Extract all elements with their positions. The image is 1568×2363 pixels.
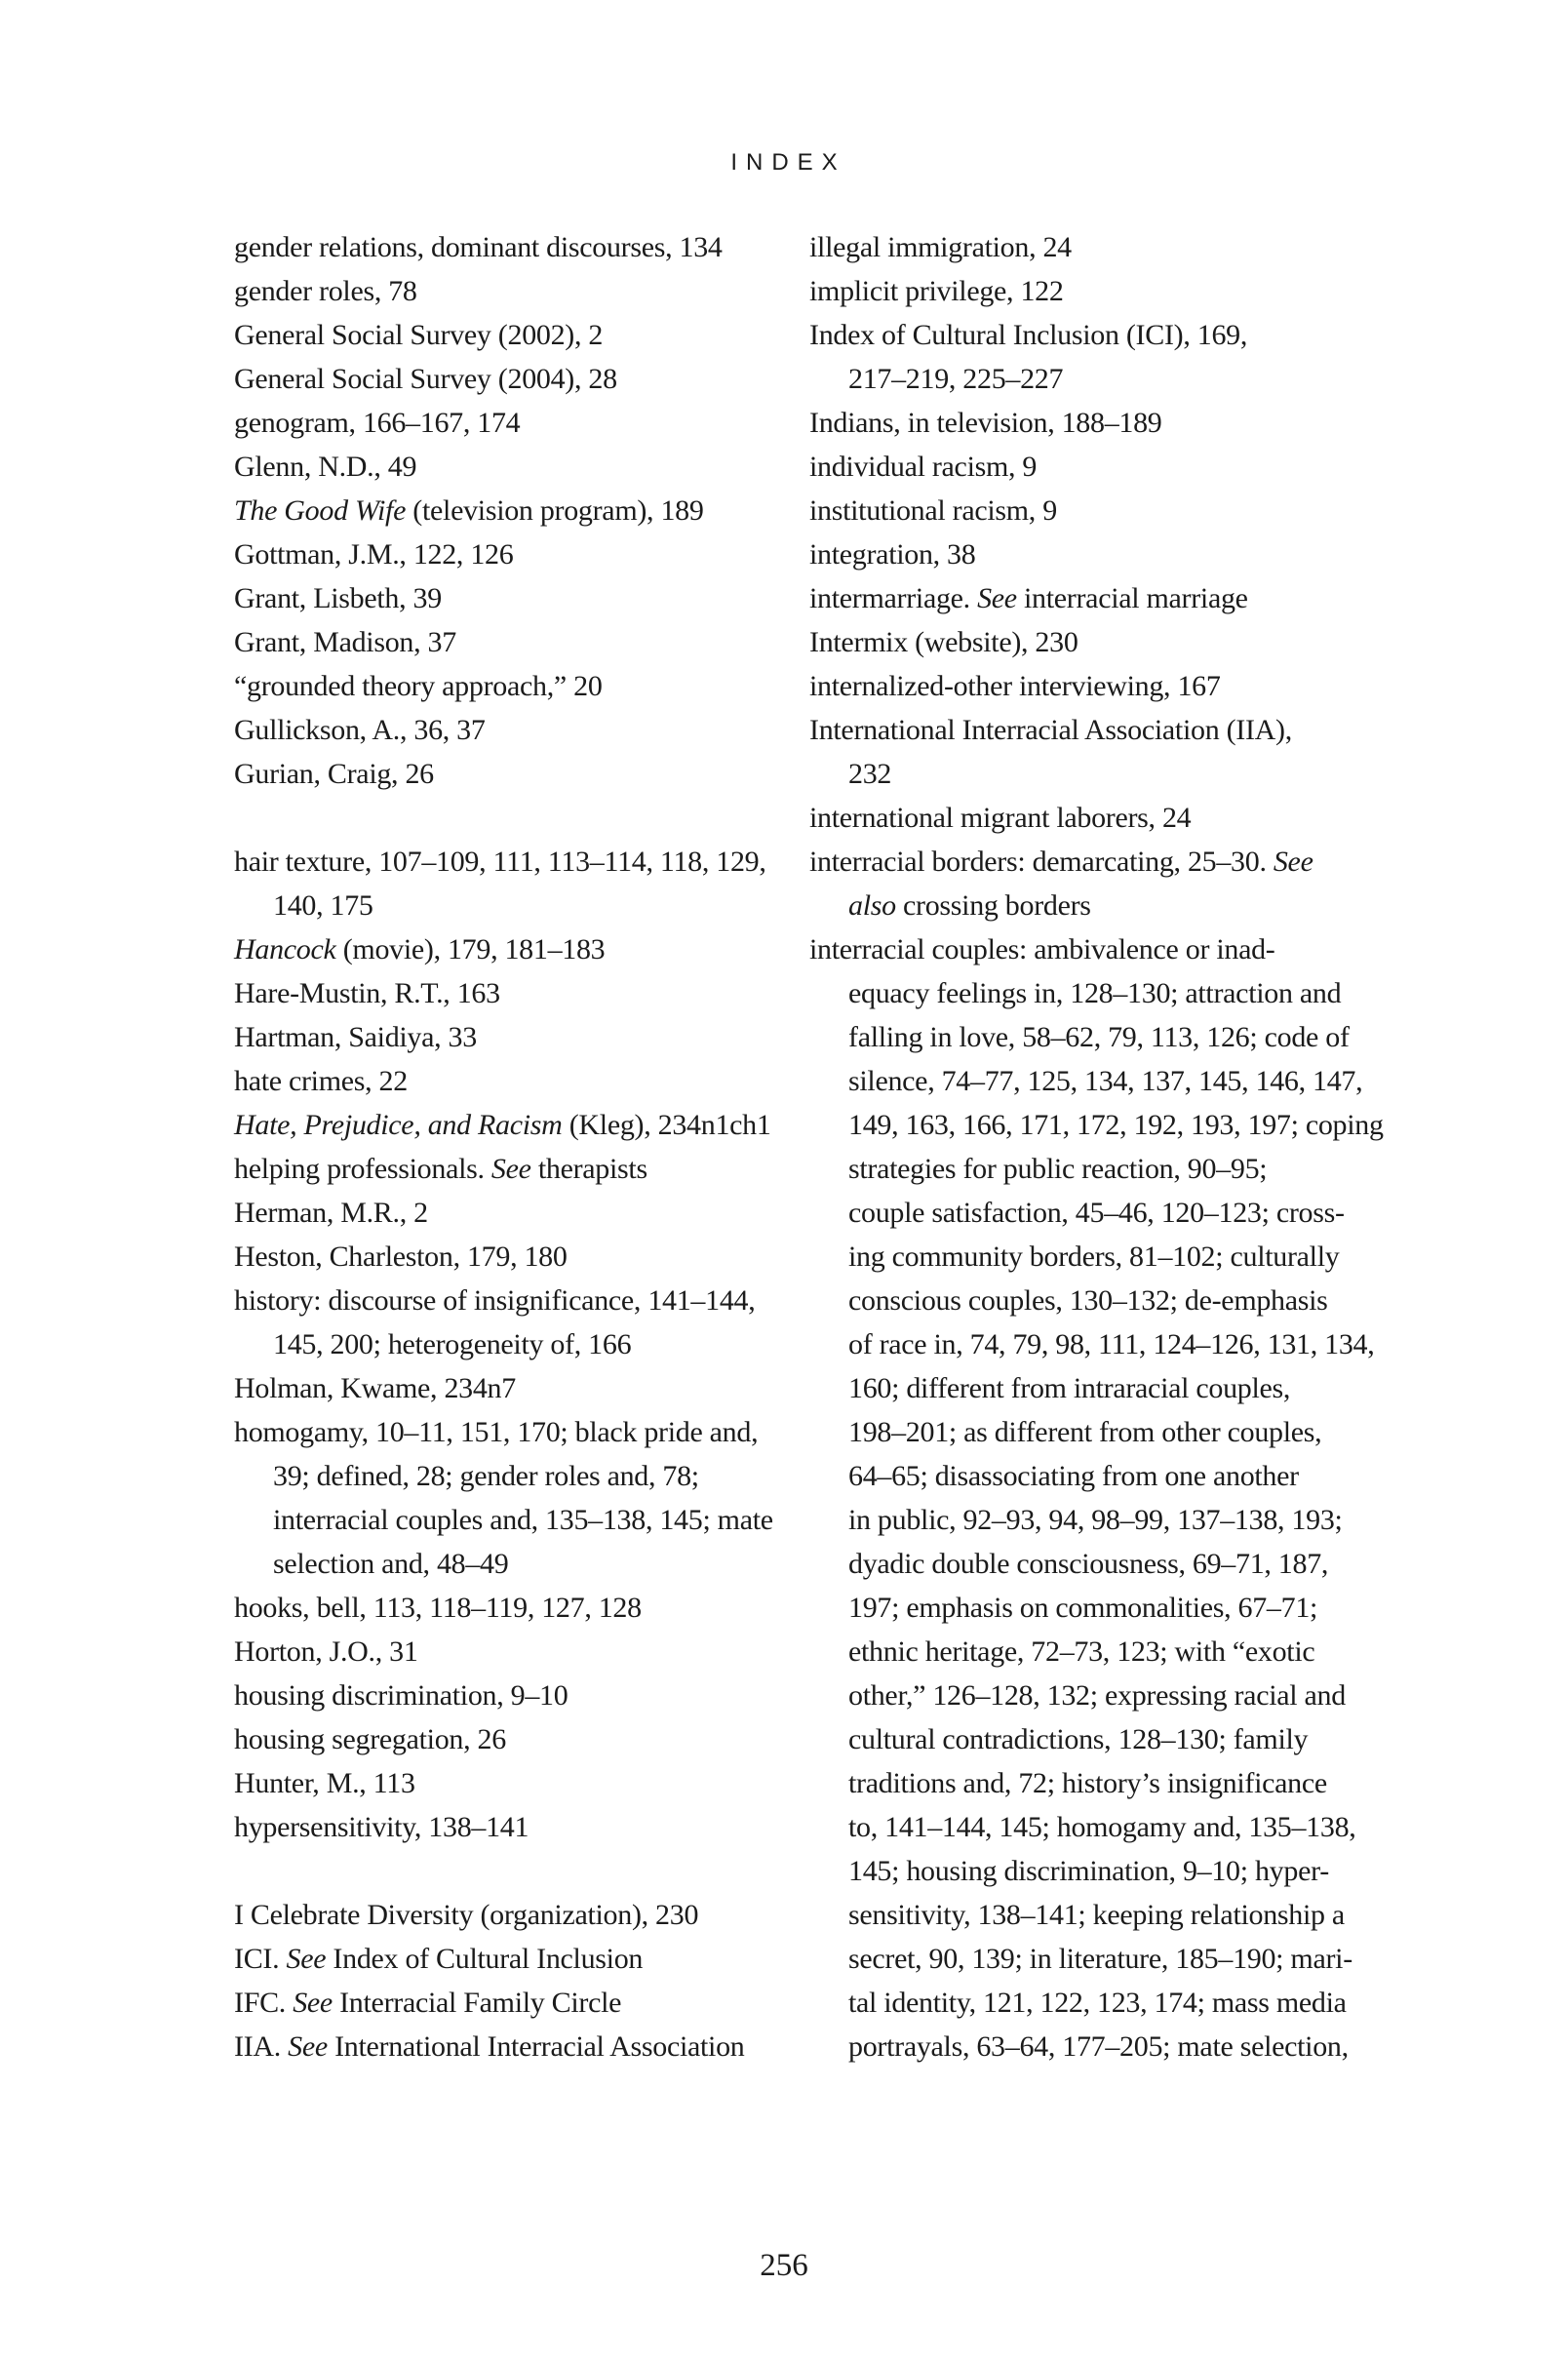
index-entry-line bbox=[234, 752, 795, 796]
entry-text: dyadic double consciousness, 69–71, 187, bbox=[848, 1548, 1329, 1580]
index-entry-line bbox=[809, 1498, 1370, 1542]
entry-text: interracial borders: demarcating, 25–30. bbox=[809, 846, 1274, 878]
entry-text: couple satisfaction, 45–46, 120–123; cross- bbox=[848, 1197, 1345, 1229]
entry-text: interracial marriage bbox=[1016, 582, 1248, 614]
index-entry-line bbox=[234, 1630, 795, 1674]
entry-text: gender relations, dominant discourses, 134 bbox=[234, 231, 723, 263]
entry-text: 217–219, 225–227 bbox=[848, 363, 1064, 395]
entry-text: interracial couples: ambivalence or inad- bbox=[809, 933, 1275, 965]
index-column-right bbox=[809, 225, 1384, 2068]
index-entry-line bbox=[234, 1542, 795, 1586]
index-entry-line bbox=[234, 313, 795, 357]
entry-text: Interracial Family Circle bbox=[332, 1987, 622, 2019]
entry-text: sensitivity, 138–141; keeping relationship a bbox=[848, 1899, 1345, 1931]
index-entry-line bbox=[234, 1103, 795, 1147]
entry-text: cultural contradictions, 128–130; family bbox=[848, 1723, 1309, 1755]
index-entry-line bbox=[809, 1279, 1370, 1322]
entry-text: Glenn, N.D., 49 bbox=[234, 451, 417, 483]
index-entry-line bbox=[234, 1191, 795, 1235]
page-number: 256 bbox=[760, 2248, 808, 2283]
index-entry-line bbox=[809, 1761, 1370, 1805]
entry-text: hooks, bell, 113, 118–119, 127, 128 bbox=[234, 1592, 642, 1624]
entry-text: International Interracial Association (IIA), bbox=[809, 714, 1292, 746]
index-entry-line bbox=[809, 1235, 1370, 1279]
entry-text: equacy feelings in, 128–130; attraction and bbox=[848, 977, 1342, 1009]
index-entry-line bbox=[809, 1322, 1375, 1366]
entry-text: 160; different from intraracial couples, bbox=[848, 1372, 1291, 1404]
index-entry-line bbox=[809, 840, 1370, 884]
entry-text: illegal immigration, 24 bbox=[809, 231, 1072, 263]
entry-text: Herman, M.R., 2 bbox=[234, 1197, 428, 1229]
entry-text: conscious couples, 130–132; de-emphasis bbox=[848, 1284, 1328, 1317]
index-entry-line bbox=[809, 752, 1370, 796]
entry-text: Grant, Madison, 37 bbox=[234, 626, 456, 658]
entry-text: 64–65; disassociating from one another bbox=[848, 1460, 1299, 1492]
index-entry-line bbox=[809, 1454, 1370, 1498]
entry-text: ICI. bbox=[234, 1943, 287, 1975]
entry-text-italic: also bbox=[848, 889, 896, 922]
entry-text: gender roles, 78 bbox=[234, 275, 417, 307]
entry-text: General Social Survey (2004), 28 bbox=[234, 363, 617, 395]
index-entry-line bbox=[234, 1498, 795, 1542]
index-entry-line bbox=[809, 1717, 1370, 1761]
index-entry-line bbox=[234, 225, 795, 269]
index-entry-line bbox=[234, 1717, 795, 1761]
entry-text: hypersensitivity, 138–141 bbox=[234, 1811, 529, 1843]
index-entry-line bbox=[234, 1981, 795, 2025]
entry-text-italic: See bbox=[977, 582, 1017, 614]
entry-text: 197; emphasis on commonalities, 67–71; bbox=[848, 1592, 1318, 1624]
entry-text: selection and, 48–49 bbox=[273, 1548, 509, 1580]
entry-text: Hare-Mustin, R.T., 163 bbox=[234, 977, 500, 1009]
index-entry-line bbox=[234, 884, 795, 927]
index-entry-line bbox=[809, 313, 1370, 357]
index-entry-line bbox=[234, 1235, 795, 1279]
index-entry-line bbox=[809, 357, 1370, 401]
column-gap bbox=[234, 1849, 795, 1893]
index-entry-line bbox=[809, 1366, 1370, 1410]
entry-text: silence, 74–77, 125, 134, 137, 145, 146, 147, bbox=[848, 1065, 1363, 1097]
index-entry-line bbox=[809, 576, 1370, 620]
entry-text: housing segregation, 26 bbox=[234, 1723, 506, 1755]
entry-text: International Interracial Association bbox=[327, 2030, 745, 2063]
index-entry-line bbox=[234, 2025, 795, 2068]
entry-text: helping professionals. bbox=[234, 1153, 491, 1185]
entry-text: in public, 92–93, 94, 98–99, 137–138, 193; bbox=[848, 1504, 1343, 1536]
entry-text: traditions and, 72; history’s insignificance bbox=[848, 1767, 1327, 1799]
index-entry-line bbox=[234, 1454, 795, 1498]
entry-text-italic: See bbox=[1273, 846, 1313, 878]
index-entry-line bbox=[809, 1630, 1370, 1674]
entry-text: internalized-other interviewing, 167 bbox=[809, 670, 1221, 702]
index-entry-line bbox=[234, 489, 795, 532]
entry-text-italic: See bbox=[293, 1987, 333, 2019]
entry-text: international migrant laborers, 24 bbox=[809, 802, 1192, 834]
entry-text: ing community borders, 81–102; culturally bbox=[848, 1241, 1340, 1273]
index-entry-line bbox=[809, 1015, 1370, 1059]
entry-text: “grounded theory approach,” 20 bbox=[234, 670, 603, 702]
index-entry-line bbox=[809, 225, 1370, 269]
index-entry-line bbox=[234, 1586, 795, 1630]
entry-text: hair texture, 107–109, 111, 113–114, 118, 129, bbox=[234, 846, 766, 878]
index-entry-line bbox=[809, 1059, 1370, 1103]
entry-text: Holman, Kwame, 234n7 bbox=[234, 1372, 516, 1404]
entry-text: 198–201; as different from other couples, bbox=[848, 1416, 1322, 1448]
entry-text: 140, 175 bbox=[273, 889, 373, 922]
entry-text: Gullickson, A., 36, 37 bbox=[234, 714, 486, 746]
entry-text: Hunter, M., 113 bbox=[234, 1767, 415, 1799]
entry-text: Index of Cultural Inclusion bbox=[326, 1943, 644, 1975]
entry-text: other,” 126–128, 132; expressing racial and bbox=[848, 1679, 1346, 1712]
index-entry-line bbox=[234, 1805, 795, 1849]
index-entry-line bbox=[809, 708, 1370, 752]
index-entry-line bbox=[234, 1015, 795, 1059]
index-entry-line bbox=[234, 401, 795, 445]
entry-text: ethnic heritage, 72–73, 123; with “exotic bbox=[848, 1635, 1315, 1668]
entry-text: tal identity, 121, 122, 123, 174; mass media bbox=[848, 1987, 1347, 2019]
entry-text: secret, 90, 139; in literature, 185–190; mari- bbox=[848, 1943, 1352, 1975]
index-entry-line bbox=[809, 620, 1370, 664]
entry-text-italic: Hate, Prejudice, and Racism bbox=[234, 1109, 563, 1141]
entry-text: interracial couples and, 135–138, 145; mate bbox=[273, 1504, 773, 1536]
index-entry-line bbox=[809, 1849, 1370, 1893]
index-entry-line bbox=[234, 1761, 795, 1805]
index-entry-line bbox=[234, 1410, 795, 1454]
entry-text: therapists bbox=[530, 1153, 647, 1185]
index-entry-line bbox=[809, 1805, 1370, 1849]
entry-text-italic: The Good Wife bbox=[234, 494, 407, 527]
entry-text: 232 bbox=[848, 758, 892, 790]
entry-text: (Kleg), 234n1ch1 bbox=[562, 1109, 771, 1141]
entry-text: homogamy, 10–11, 151, 170; black pride and, bbox=[234, 1416, 759, 1448]
index-entry-line bbox=[234, 1147, 795, 1191]
index-entry-line bbox=[234, 1893, 795, 1937]
entry-text: institutional racism, 9 bbox=[809, 494, 1057, 527]
index-entry-line bbox=[809, 1410, 1370, 1454]
index-entry-line bbox=[809, 664, 1370, 708]
index-entry-line bbox=[234, 445, 795, 489]
entry-text: Hartman, Saidiya, 33 bbox=[234, 1021, 477, 1053]
entry-text: implicit privilege, 122 bbox=[809, 275, 1064, 307]
index-entry-line bbox=[809, 401, 1370, 445]
index-entry-line bbox=[234, 269, 795, 313]
entry-text: strategies for public reaction, 90–95; bbox=[848, 1153, 1268, 1185]
entry-text-italic: See bbox=[286, 1943, 327, 1975]
index-entry-line bbox=[809, 796, 1370, 840]
entry-text: hate crimes, 22 bbox=[234, 1065, 408, 1097]
index-entry-line bbox=[234, 357, 795, 401]
index-entry-line bbox=[234, 664, 795, 708]
index-entry-line bbox=[234, 708, 795, 752]
index-entry-line bbox=[234, 1059, 795, 1103]
index-entry-line bbox=[809, 1937, 1370, 1981]
entry-text-italic: See bbox=[288, 2030, 328, 2063]
index-entry-line bbox=[809, 971, 1370, 1015]
entry-text: portrayals, 63–64, 177–205; mate selection, bbox=[848, 2030, 1349, 2063]
entry-text: Index of Cultural Inclusion (ICI), 169, bbox=[809, 319, 1248, 351]
index-entry-line bbox=[234, 1279, 795, 1322]
index-entry-line bbox=[234, 971, 795, 1015]
entry-text: I Celebrate Diversity (organization), 230 bbox=[234, 1899, 699, 1931]
entry-text: of race in, 74, 79, 98, 111, 124–126, 131, 134, bbox=[848, 1328, 1375, 1360]
index-entry-line bbox=[809, 1893, 1370, 1937]
index-entry-line bbox=[809, 269, 1370, 313]
entry-text: IIA. bbox=[234, 2030, 289, 2063]
index-entry-line bbox=[809, 445, 1370, 489]
entry-text: intermarriage. bbox=[809, 582, 978, 614]
entry-text: (television program), 189 bbox=[406, 494, 704, 527]
entry-text: Intermix (website), 230 bbox=[809, 626, 1078, 658]
index-column-left bbox=[234, 225, 795, 2068]
page-header: INDEX bbox=[730, 149, 846, 176]
entry-text: individual racism, 9 bbox=[809, 451, 1038, 483]
index-entry-line bbox=[234, 576, 795, 620]
index-entry-line bbox=[809, 1147, 1370, 1191]
index-entry-line bbox=[809, 489, 1370, 532]
entry-text: (movie), 179, 181–183 bbox=[335, 933, 606, 965]
entry-text: 39; defined, 28; gender roles and, 78; bbox=[273, 1460, 699, 1492]
entry-text: history: discourse of insignificance, 141–144, bbox=[234, 1284, 756, 1317]
entry-text: falling in love, 58–62, 79, 113, 126; code of bbox=[848, 1021, 1350, 1053]
entry-text: crossing borders bbox=[895, 889, 1091, 922]
index-entry-line bbox=[809, 927, 1370, 971]
entry-text: 149, 163, 166, 171, 172, 192, 193, 197; coping bbox=[848, 1109, 1384, 1141]
index-entry-line bbox=[234, 1674, 795, 1717]
entry-text: Gottman, J.M., 122, 126 bbox=[234, 538, 514, 571]
entry-text: Horton, J.O., 31 bbox=[234, 1635, 418, 1668]
entry-text: IFC. bbox=[234, 1987, 294, 2019]
index-entry-line bbox=[809, 1542, 1370, 1586]
index-entry-line bbox=[809, 1981, 1370, 2025]
entry-text: Grant, Lisbeth, 39 bbox=[234, 582, 442, 614]
entry-text: General Social Survey (2002), 2 bbox=[234, 319, 604, 351]
entry-text-italic: See bbox=[490, 1153, 531, 1185]
index-entry-line bbox=[809, 1586, 1370, 1630]
index-entry-line bbox=[234, 840, 795, 884]
entry-text: Gurian, Craig, 26 bbox=[234, 758, 434, 790]
index-entry-line bbox=[234, 1366, 795, 1410]
entry-text: 145; housing discrimination, 9–10; hyper- bbox=[848, 1855, 1329, 1887]
entry-text: to, 141–144, 145; homogamy and, 135–138, bbox=[848, 1811, 1356, 1843]
entry-text: Heston, Charleston, 179, 180 bbox=[234, 1241, 568, 1273]
column-gap bbox=[234, 796, 795, 840]
index-entry-line bbox=[809, 884, 1370, 927]
entry-text-italic: Hancock bbox=[234, 933, 336, 965]
index-entry-line bbox=[809, 1191, 1370, 1235]
index-entry-line bbox=[809, 1674, 1370, 1717]
index-entry-line bbox=[234, 620, 795, 664]
index-entry-line bbox=[809, 532, 1370, 576]
entry-text: housing discrimination, 9–10 bbox=[234, 1679, 568, 1712]
entry-text: 145, 200; heterogeneity of, 166 bbox=[273, 1328, 632, 1360]
entry-text: genogram, 166–167, 174 bbox=[234, 407, 521, 439]
entry-text: Indians, in television, 188–189 bbox=[809, 407, 1162, 439]
index-entry-line bbox=[234, 1937, 795, 1981]
index-entry-line bbox=[234, 927, 795, 971]
index-entry-line bbox=[809, 1103, 1384, 1147]
index-entry-line bbox=[234, 1322, 795, 1366]
entry-text: integration, 38 bbox=[809, 538, 976, 571]
index-entry-line bbox=[809, 2025, 1370, 2068]
index-entry-line bbox=[234, 532, 795, 576]
